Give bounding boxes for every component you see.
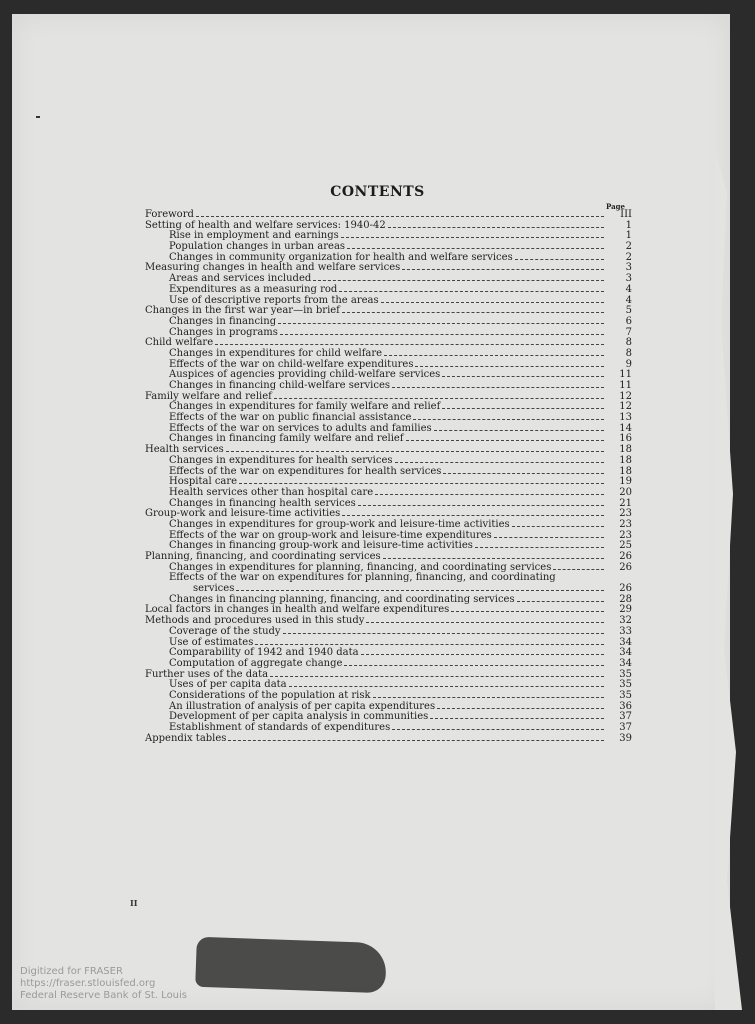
dot-leader <box>236 589 604 591</box>
toc-entry-page: 35 <box>619 668 632 680</box>
dot-leader <box>283 632 604 634</box>
toc-entry-label: Areas and services included <box>169 273 312 285</box>
toc-entry-label: Further uses of the data <box>145 668 269 680</box>
dot-leader <box>442 407 604 409</box>
table-of-contents <box>145 210 632 744</box>
toc-entry-label: Effects of the war on expenditures for health services <box>169 465 442 477</box>
dot-leader <box>341 236 604 238</box>
toc-entry-page: 12 <box>619 390 632 402</box>
toc-entry-page: 32 <box>619 615 632 627</box>
toc-entry <box>145 488 632 499</box>
dot-leader <box>342 311 604 313</box>
dot-leader <box>384 354 604 356</box>
dot-leader <box>313 279 604 281</box>
dot-leader <box>228 739 604 741</box>
toc-entry-label: Changes in the first war year—in brief <box>145 305 340 317</box>
dot-leader <box>388 226 604 228</box>
toc-entry-label: Effects of the war on child-welfare expenditures <box>169 358 414 370</box>
toc-entry-page: 26 <box>619 561 632 573</box>
dot-leader <box>443 472 604 474</box>
dot-leader <box>373 696 604 698</box>
toc-entry-label: Changes in financing group-work and leisure-time activities <box>169 540 473 552</box>
dot-leader <box>255 643 604 645</box>
toc-entry-label: Changes in financing <box>169 315 277 327</box>
toc-entry-label: Appendix tables <box>145 732 227 744</box>
dot-leader <box>274 397 604 399</box>
dot-leader <box>517 600 604 602</box>
toc-entry-page: 23 <box>619 518 632 530</box>
dot-leader <box>375 493 604 495</box>
dot-leader <box>430 717 604 719</box>
dot-leader <box>358 504 604 506</box>
dot-leader <box>366 621 604 623</box>
dot-leader <box>270 675 604 677</box>
toc-entry-page: 34 <box>619 657 632 669</box>
toc-entry-label: Changes in community organization for health and welfare services <box>169 251 513 263</box>
toc-entry-label: An illustration of analysis of per capita expenditures <box>169 700 436 712</box>
toc-entry-label: Population changes in urban areas <box>169 241 346 253</box>
toc-entry-label: Auspices of agencies providing child-welfare services <box>169 369 441 381</box>
dot-leader <box>475 546 604 548</box>
toc-entry-label: Changes in expenditures for child welfare <box>169 347 383 359</box>
toc-entry-page: 5 <box>625 305 632 317</box>
dot-leader <box>415 365 604 367</box>
toc-entry-page: 29 <box>619 604 632 616</box>
toc-entry-label: Methods and procedures used in this study <box>145 615 365 627</box>
toc-entry <box>145 328 632 339</box>
toc-entry <box>145 659 632 670</box>
toc-entry-page: 35 <box>619 689 632 701</box>
footer-line: Digitized for FRASER <box>20 966 123 977</box>
toc-entry-page: 19 <box>619 476 632 488</box>
toc-entry-page: 11 <box>619 380 632 391</box>
toc-entry-label: Coverage of the study <box>169 625 281 637</box>
dot-leader <box>347 247 604 249</box>
toc-entry-page: 7 <box>625 326 632 338</box>
toc-entry-label: Changes in financing child-welfare services <box>169 380 391 391</box>
toc-entry-label: Changes in financing family welfare and relief <box>169 433 404 445</box>
toc-entry-page: 20 <box>619 486 632 498</box>
toc-entry-page: 23 <box>619 508 632 520</box>
dot-leader <box>381 301 604 303</box>
dot-leader <box>215 343 604 345</box>
toc-entry-label: Uses of per capita data <box>169 679 287 691</box>
toc-entry-label: Effects of the war on expenditures for planning, financing, and coordinating <box>169 572 556 584</box>
toc-entry-label: Setting of health and welfare services: 1940-42 <box>145 219 386 231</box>
footer-link[interactable]: https://fraser.stlouisfed.org <box>20 978 156 989</box>
toc-entry-page: 12 <box>619 401 632 413</box>
toc-entry-label: Changes in expenditures for health services <box>169 454 393 466</box>
toc-entry-label: Effects of the war on public financial assistance <box>169 412 412 424</box>
dot-leader <box>395 461 605 463</box>
page-column-label: Page <box>606 202 625 211</box>
footer-line: Federal Reserve Bank of St. Louis <box>20 990 188 1001</box>
toc-entry-page: III <box>620 209 632 220</box>
toc-entry <box>145 285 632 296</box>
toc-entry-label: Rise in employment and earnings <box>169 230 339 242</box>
toc-entry-page: 8 <box>625 337 632 349</box>
dot-leader <box>392 728 604 730</box>
toc-entry-page: 2 <box>625 251 632 263</box>
toc-entry-page: 8 <box>625 347 632 359</box>
toc-entry-page: 9 <box>625 358 632 370</box>
dot-leader <box>196 215 604 217</box>
dot-leader <box>494 536 604 538</box>
toc-entry-page: 39 <box>619 732 632 744</box>
toc-entry-page: 4 <box>625 283 632 295</box>
dot-leader <box>413 418 604 420</box>
dot-leader <box>406 439 604 441</box>
digitization-footer <box>20 966 187 1002</box>
toc-entry-page: 11 <box>619 369 632 381</box>
toc-entry-page: 34 <box>619 636 632 648</box>
toc-entry-page: 26 <box>619 583 632 595</box>
toc-entry-page: 1 <box>625 219 632 231</box>
dot-leader <box>239 482 604 484</box>
toc-entry-page: 33 <box>619 625 632 637</box>
dot-leader <box>278 322 604 324</box>
dot-leader <box>280 333 604 335</box>
toc-entry-page: 35 <box>619 679 632 691</box>
toc-entry-page: 13 <box>619 412 632 424</box>
toc-entry-label: Establishment of standards of expenditures <box>169 722 391 733</box>
ink-mark <box>36 116 40 118</box>
toc-entry-page: 37 <box>619 711 632 723</box>
dot-leader <box>553 568 604 570</box>
toc-entry-label: Planning, financing, and coordinating services <box>145 551 381 562</box>
dot-leader <box>383 557 604 559</box>
dot-leader <box>361 653 604 655</box>
toc-entry-label: Changes in expenditures for group-work and leisure-time activities <box>169 518 510 530</box>
dot-leader <box>226 450 604 452</box>
toc-entry-label: Child welfare <box>145 337 214 349</box>
toc-entry-label: Effects of the war on services to adults and families <box>169 422 432 434</box>
dot-leader <box>339 290 604 292</box>
dot-leader <box>437 707 604 709</box>
toc-entry-page: 2 <box>625 241 632 253</box>
toc-entry-label: Hospital care <box>169 476 238 488</box>
toc-entry-label: Expenditures as a measuring rod <box>169 283 338 295</box>
dot-leader <box>344 664 604 666</box>
toc-entry-label: Changes in expenditures for planning, financing, and coordinating services <box>169 561 552 573</box>
ink-smudge <box>195 937 387 994</box>
toc-entry-label: Group-work and leisure-time activities <box>145 508 341 520</box>
dot-leader <box>512 525 604 527</box>
toc-entry-label: services <box>193 583 235 595</box>
toc-entry-label: Health services other than hospital care <box>169 486 374 498</box>
toc-entry-page: 28 <box>619 593 632 605</box>
toc-entry-label: Effects of the war on group-work and leisure-time expenditures <box>169 529 492 541</box>
toc-entry <box>145 317 632 328</box>
toc-entry-label: Changes in expenditures for family welfare and relief <box>169 401 441 413</box>
dot-leader <box>289 685 604 687</box>
page-number: II <box>130 898 138 908</box>
dot-leader <box>392 386 604 388</box>
toc-entry-page: 25 <box>619 540 632 552</box>
toc-entry-label: Family welfare and relief <box>145 390 272 402</box>
toc-entry-page: 18 <box>619 454 632 466</box>
toc-entry-label: Computation of aggregate change <box>169 657 343 669</box>
toc-entry-label: Comparability of 1942 and 1940 data <box>169 647 359 659</box>
toc-entry-page: 14 <box>619 422 632 434</box>
toc-entry <box>145 734 632 745</box>
page-title: CONTENTS <box>330 184 425 200</box>
toc-entry <box>145 627 632 638</box>
toc-entry-page: 3 <box>625 273 632 285</box>
toc-entry-page: 1 <box>625 230 632 242</box>
toc-entry-label: Changes in financing health services <box>169 497 356 509</box>
toc-entry-page: 18 <box>619 444 632 456</box>
toc-entry-page: 21 <box>619 497 632 509</box>
toc-entry-page: 26 <box>619 551 632 562</box>
toc-entry-label: Health services <box>145 444 224 456</box>
toc-entry-page: 36 <box>619 700 632 712</box>
toc-entry-label: Local factors in changes in health and welfare expenditures <box>145 604 450 616</box>
toc-entry <box>145 456 632 467</box>
toc-entry-label: Development of per capita analysis in communities <box>169 711 429 723</box>
toc-entry-page: 37 <box>619 722 632 733</box>
toc-entry-page: 4 <box>625 294 632 306</box>
toc-entry-page: 34 <box>619 647 632 659</box>
dot-leader <box>442 375 604 377</box>
dot-leader <box>402 268 604 270</box>
toc-entry-page: 23 <box>619 529 632 541</box>
dot-leader <box>515 258 604 260</box>
dot-leader <box>434 429 604 431</box>
dot-leader <box>342 514 604 516</box>
toc-entry-label: Use of estimates <box>169 636 254 648</box>
toc-entry-page: 18 <box>619 465 632 477</box>
toc-entry-label: Changes in financing planning, financing, and coordinating services <box>169 593 515 605</box>
torn-page-edge <box>715 150 745 1010</box>
toc-entry-label: Foreword <box>145 209 194 220</box>
toc-entry-label: Use of descriptive reports from the areas <box>169 294 379 306</box>
toc-entry-page: 3 <box>625 262 632 274</box>
toc-entry-label: Changes in programs <box>169 326 278 338</box>
toc-entry-label: Considerations of the population at risk <box>169 689 371 701</box>
toc-entry-label: Measuring changes in health and welfare services <box>145 262 401 274</box>
toc-entry-page: 6 <box>625 315 632 327</box>
toc-entry-page: 16 <box>619 433 632 445</box>
dot-leader <box>451 610 604 612</box>
